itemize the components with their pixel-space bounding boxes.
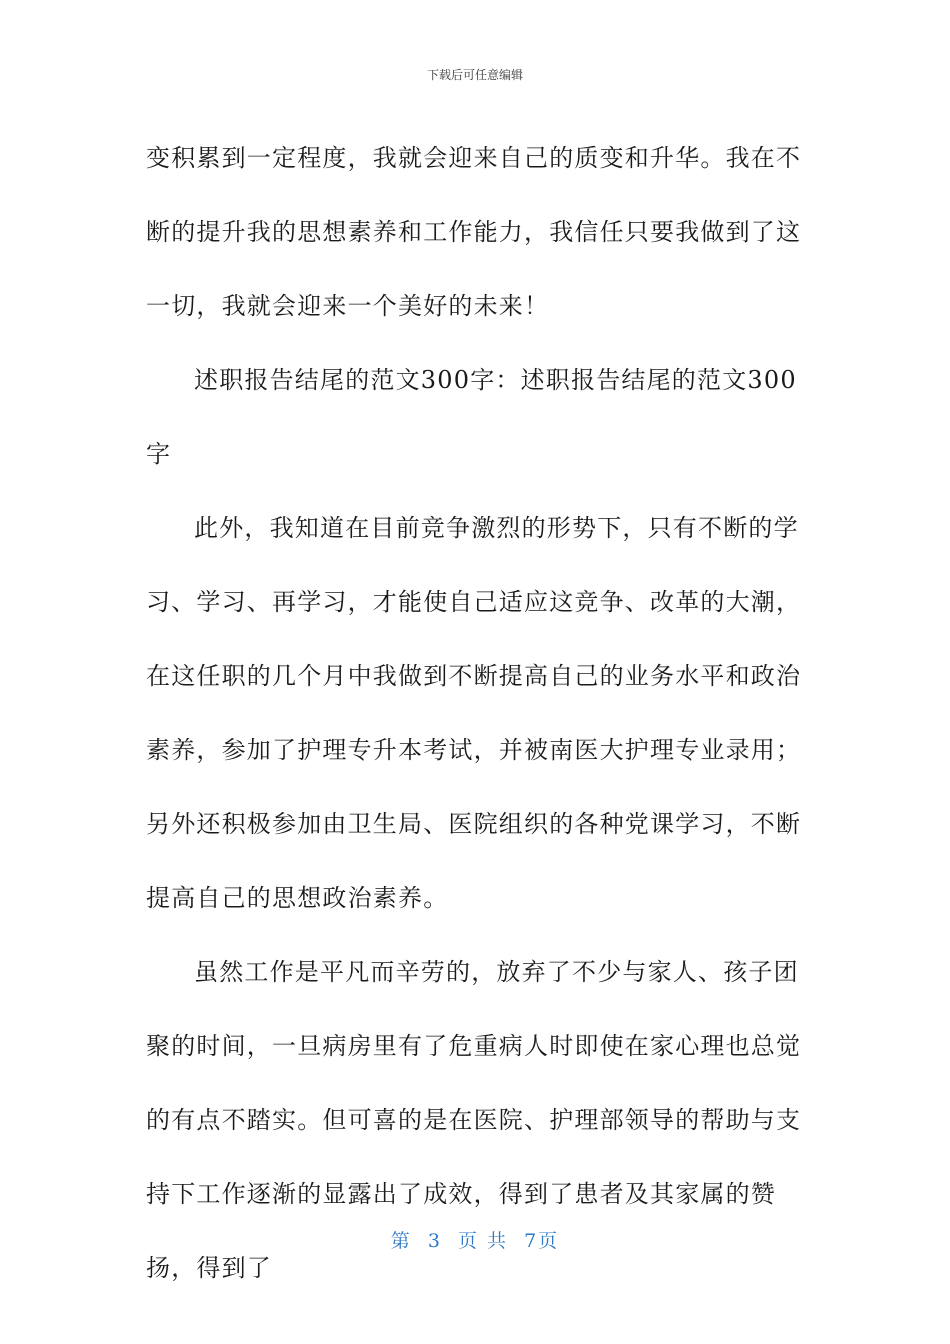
footer-total-pages: 7页 <box>524 1230 560 1252</box>
footer-prefix: 第 <box>390 1230 412 1252</box>
footer-current-page: 3 <box>427 1230 442 1252</box>
paragraph-2-heading: 述职报告结尾的范文300字：述职报告结尾的范文300字 <box>146 366 797 468</box>
page-header: 下载后可任意编辑 <box>426 68 523 82</box>
paragraph-4: 虽然工作是平凡而辛劳的，放弃了不少与家人、孩子团聚的时间，一旦病房里有了危重病人时即使在家心理也总觉的有点不踏实。但可喜的是在医院、护理部领导的帮助与支持下工作逐渐的显露出了成效，得到了患者及其家属的赞扬，得到了 <box>146 958 802 1282</box>
paragraph-3: 此外，我知道在目前竞争激烈的形势下，只有不断的学习、学习、再学习，才能使自己适应这竞争、改革的大潮，在这任职的几个月中我做到不断提高自己的业务水平和政治素养，参加了护理专升本考试，并被南医大护理专业录用；另外还积极参加由卫生局、医院组织的各种党课学习，不断提高自己的思想政治素养。 <box>146 514 802 912</box>
page-footer <box>0 1226 950 1253</box>
footer-middle: 页 共 <box>458 1230 509 1252</box>
paragraph-1: 变积累到一定程度，我就会迎来自己的质变和升华。我在不断的提升我的思想素养和工作能力，我信任只要我做到了这一切，我就会迎来一个美好的未来！ <box>146 144 802 320</box>
document-body <box>146 121 806 1305</box>
